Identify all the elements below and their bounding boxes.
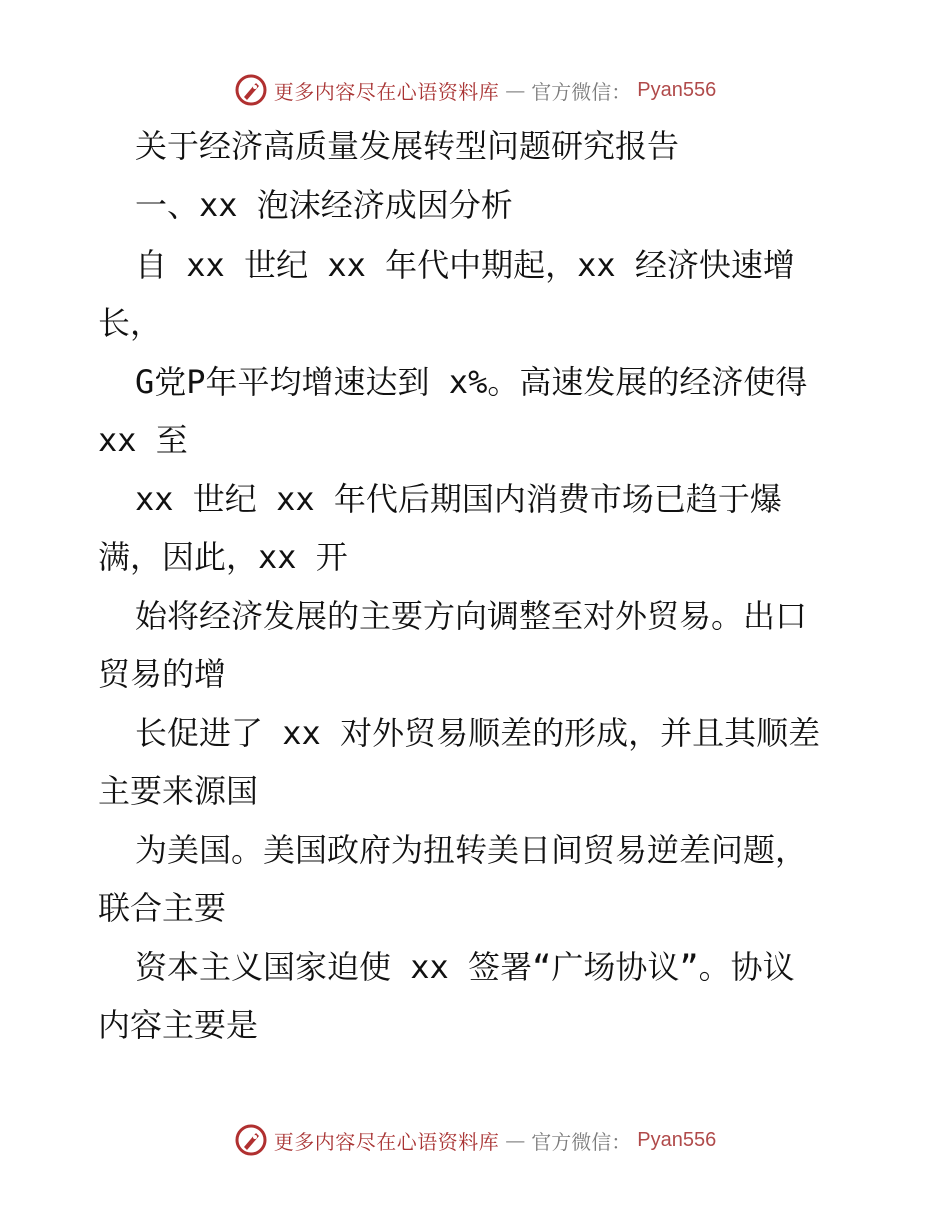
- paragraph-line: 长促进了 xx 对外贸易顺差的形成，并且其顺差: [135, 714, 821, 752]
- promo-text: 更多内容尽在心语资料库: [273, 79, 500, 104]
- paragraph-line: 内容主要是: [98, 1006, 259, 1044]
- paragraph-line: 满，因此，xx 开: [98, 538, 348, 576]
- paragraph-line: 始将经济发展的主要方向调整至对外贸易。出口: [135, 597, 808, 635]
- pen-nib-logo-icon: [234, 1123, 268, 1157]
- banner-separator: —: [505, 1128, 526, 1152]
- wechat-id: Pyan556: [637, 78, 717, 101]
- paragraph-line: 主要来源国: [98, 772, 259, 810]
- official-wechat-label: 官方微信：: [531, 79, 632, 104]
- paragraph-line: 为美国。美国政府为扭转美日间贸易逆差问题，: [135, 831, 808, 869]
- wechat-id: Pyan556: [637, 1128, 717, 1151]
- paragraph-line: 联合主要: [98, 889, 227, 927]
- promo-text: 更多内容尽在心语资料库: [273, 1129, 500, 1154]
- paragraph-line: xx 世纪 xx 年代后期国内消费市场已趋于爆: [135, 480, 782, 518]
- paragraph-line: G党P年平均增速达到 x%。高速发展的经济使得: [135, 363, 808, 401]
- paragraph-line: 资本主义国家迫使 xx 签署“广场协议”。协议: [135, 948, 795, 986]
- paragraph-line: 贸易的增: [98, 655, 227, 693]
- paragraph-line: xx 至: [98, 421, 188, 459]
- official-wechat-label: 官方微信：: [531, 1129, 632, 1154]
- paragraph-line: 自 xx 世纪 xx 年代中期起，xx 经济快速增: [135, 246, 795, 284]
- banner-separator: —: [505, 78, 526, 102]
- paragraph-line: 长，: [98, 304, 163, 342]
- section-heading: 一、xx 泡沫经济成因分析: [135, 186, 513, 224]
- document-title: 关于经济高质量发展转型问题研究报告: [135, 127, 680, 165]
- footer-banner: [0, 1120, 950, 1160]
